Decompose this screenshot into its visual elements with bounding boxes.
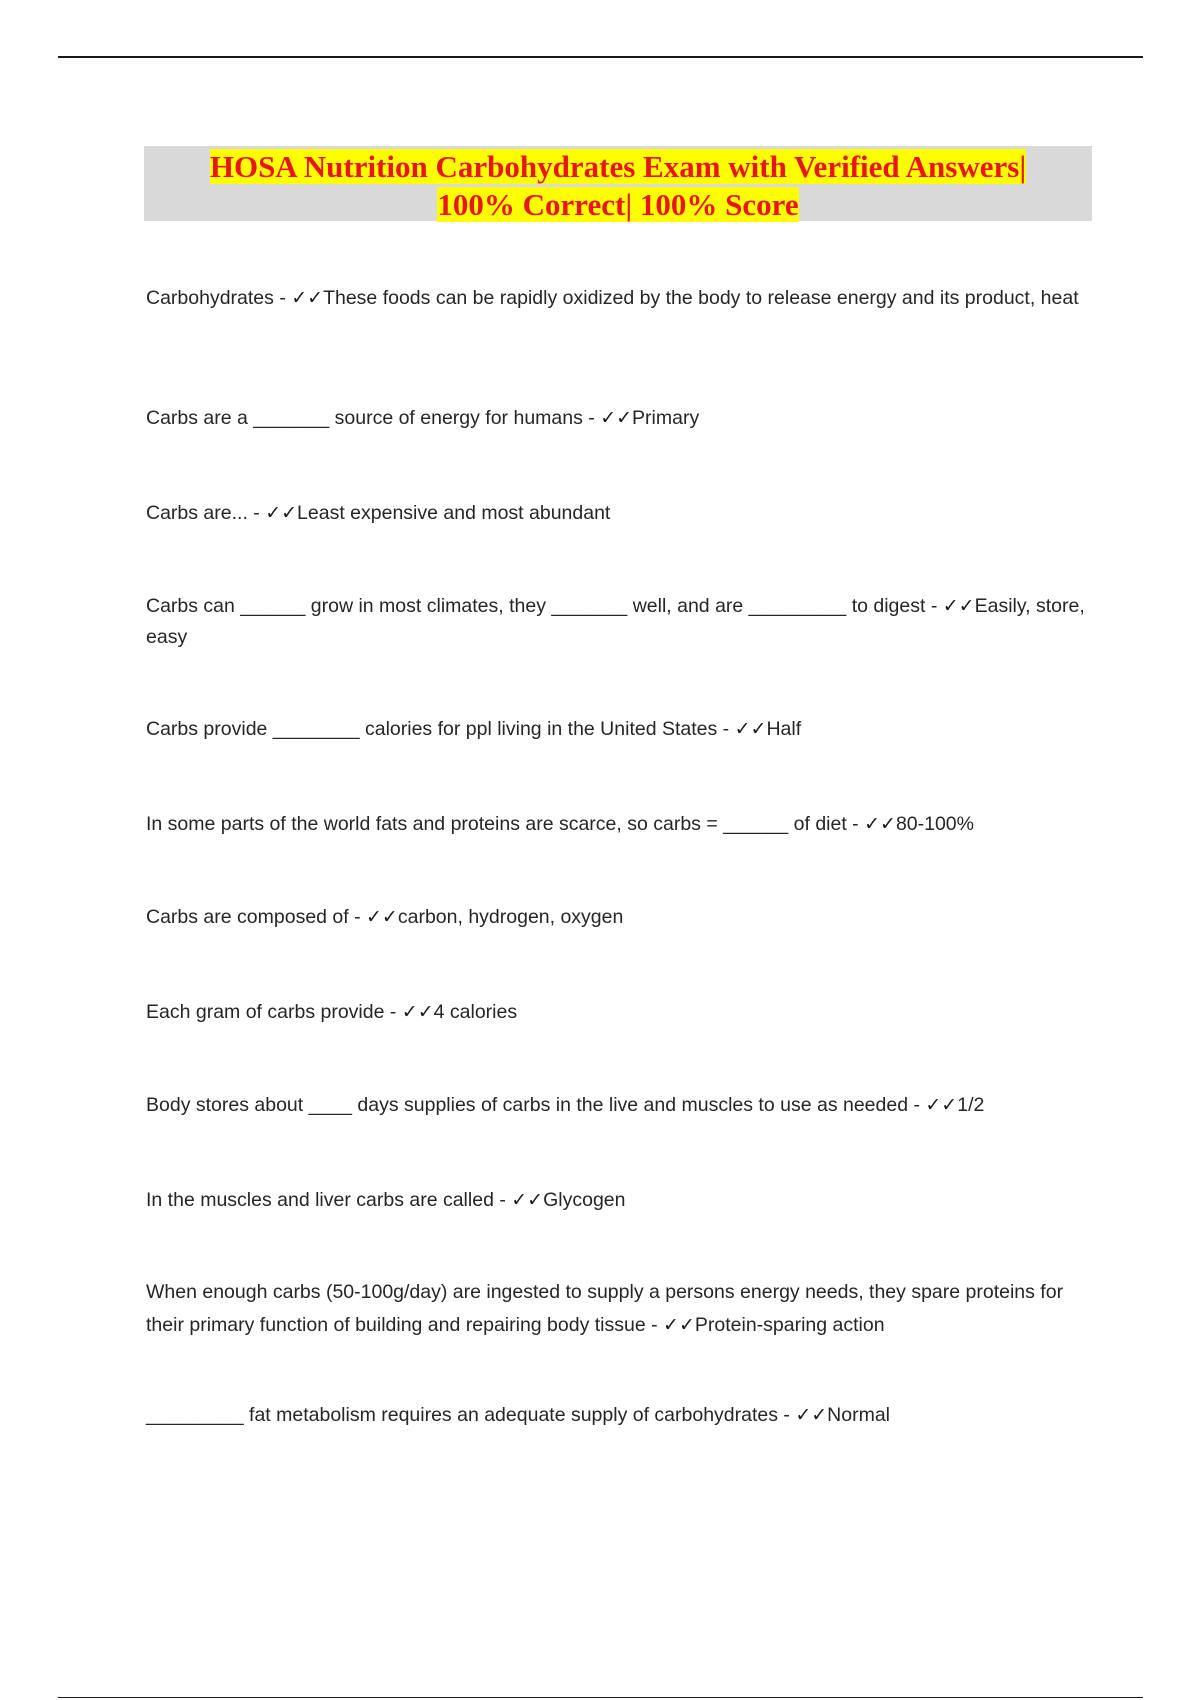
question-text: Carbs provide ________ calories for ppl living in the United States - <box>146 718 735 740</box>
qa-item-8 <box>146 997 1091 1028</box>
answer-text: carbon, hydrogen, oxygen <box>397 906 624 928</box>
title-banner <box>144 146 1092 221</box>
double-check-icon: ✓✓ <box>265 502 298 524</box>
double-check-icon: ✓✓ <box>600 407 633 429</box>
qa-item-11 <box>146 1276 1091 1342</box>
title-line-2: 100% Correct| 100% Score <box>437 187 799 222</box>
answer-text: Protein-sparing action <box>694 1314 885 1336</box>
qa-item-5 <box>146 714 1091 745</box>
double-check-icon: ✓✓ <box>366 906 398 928</box>
answer-text: These foods can be rapidly oxidized by the body to release energy and its product, heat <box>323 287 1079 309</box>
double-check-icon: ✓✓ <box>401 1001 434 1023</box>
answer-text: Easily, store, easy <box>146 595 1085 648</box>
qa-item-1 <box>146 283 1091 314</box>
answer-text: 1/2 <box>957 1094 985 1116</box>
qa-item-7 <box>146 902 1091 933</box>
answer-text: Normal <box>827 1404 891 1426</box>
answer-text: Least expensive and most abundant <box>297 502 611 524</box>
qa-item-12 <box>146 1400 1091 1431</box>
answer-text: Glycogen <box>543 1189 626 1211</box>
question-text: In some parts of the world fats and proteins are scarce, so carbs = ______ of diet - <box>146 813 865 835</box>
answer-text: Primary <box>632 407 700 429</box>
question-text: _________ fat metabolism requires an adequate supply of carbohydrates - <box>146 1404 796 1426</box>
double-check-icon: ✓✓ <box>291 287 324 309</box>
title-line-1: HOSA Nutrition Carbohydrates Exam with Verified Answers| <box>209 149 1027 184</box>
top-rule <box>58 56 1143 58</box>
qa-item-2 <box>146 403 1091 434</box>
question-text: In the muscles and liver carbs are called - <box>146 1189 512 1211</box>
question-text: Carbs are a _______ source of energy for humans - <box>146 407 601 429</box>
question-text: Carbs are composed of - <box>146 906 367 928</box>
answer-text: Half <box>766 718 802 740</box>
question-text: Carbs can ______ grow in most climates, they _______ well, and are _________ to digest - <box>146 595 943 617</box>
double-check-icon: ✓✓ <box>942 595 975 617</box>
question-text: Each gram of carbs provide - <box>146 1001 402 1023</box>
double-check-icon: ✓✓ <box>795 1404 828 1426</box>
question-text: Carbs are... - <box>146 502 266 524</box>
double-check-icon: ✓✓ <box>663 1314 695 1336</box>
bottom-rule <box>58 1697 1143 1698</box>
question-text: Body stores about ____ days supplies of carbs in the live and muscles to use as needed - <box>146 1094 926 1116</box>
qa-item-3 <box>146 498 1091 529</box>
double-check-icon: ✓✓ <box>734 718 767 740</box>
qa-item-9 <box>146 1090 1091 1121</box>
qa-item-6 <box>146 809 1091 840</box>
question-text: Carbohydrates - <box>146 287 292 309</box>
answer-text: 80-100% <box>895 813 974 835</box>
double-check-icon: ✓✓ <box>511 1189 544 1211</box>
qa-item-4 <box>146 591 1091 653</box>
question-text: When enough carbs (50-100g/day) are ingested to supply a persons energy needs, they spare proteins for their primary function of building and repairing body tissue - <box>146 1281 1064 1336</box>
answer-text: 4 calories <box>433 1001 518 1023</box>
double-check-icon: ✓✓ <box>864 813 896 835</box>
qa-item-10 <box>146 1185 1091 1216</box>
double-check-icon: ✓✓ <box>925 1094 958 1116</box>
